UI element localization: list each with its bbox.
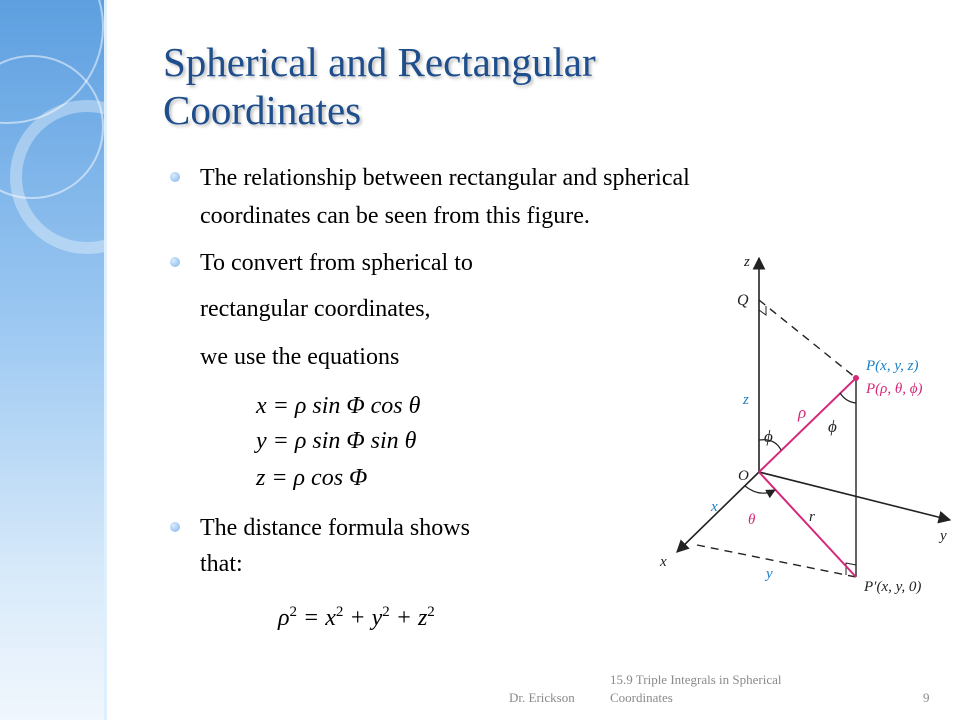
y-axis: [759, 472, 950, 520]
label-x-segment: x: [711, 499, 718, 515]
theta-arc: [745, 486, 775, 493]
bullet-dot-1: [170, 172, 180, 182]
label-y-segment: y: [766, 566, 773, 582]
dashed-Q-P: [759, 300, 856, 378]
r-segment: [759, 472, 856, 577]
bullet-1-line-2: coordinates can be seen from this figure.: [200, 203, 590, 229]
equation-x: x = ρ sin Φ cos θ: [256, 393, 421, 419]
x-axis: [677, 472, 759, 552]
bullet-dot-2: [170, 257, 180, 267]
title-line-1: Spherical and Rectangular: [163, 39, 596, 85]
label-Pprime: P′(x, y, 0): [864, 579, 922, 595]
bullet-2-line-3: we use the equations: [200, 344, 400, 370]
footer-page-number: 9: [923, 690, 930, 705]
label-axis-y: y: [940, 528, 947, 544]
distance-formula: [278, 598, 435, 633]
exp-rho: 2: [289, 604, 298, 620]
bullet-3-line-2: that:: [200, 551, 243, 577]
spherical-coordinates-figure: [640, 245, 960, 615]
label-theta: θ: [748, 512, 756, 528]
label-rho: ρ: [798, 403, 807, 422]
label-z-segment: z: [743, 392, 749, 408]
sidebar-edge: [104, 0, 107, 720]
label-O: O: [738, 468, 749, 484]
right-angle-Q: [759, 306, 766, 315]
slide-title: [163, 38, 923, 134]
label-phi-2: ϕ: [828, 417, 837, 436]
exp-x: 2: [335, 604, 344, 620]
footer-author: Dr. Erickson: [509, 690, 575, 705]
exp-y: 2: [382, 604, 390, 620]
equation-y: y = ρ sin Φ sin θ: [256, 428, 417, 454]
footer-section-line-1: 15.9 Triple Integrals in Spherical: [610, 672, 782, 687]
footer-section-line-2: Coordinates: [610, 690, 673, 705]
bullet-2-line-2: rectangular coordinates,: [200, 296, 431, 322]
point-P: [853, 375, 859, 381]
bullet-3-line-1: The distance formula shows: [200, 515, 470, 541]
label-axis-z: z: [744, 254, 750, 270]
dist-eq-x: = x: [297, 605, 336, 631]
title-line-2: Coordinates: [163, 87, 362, 133]
bullet-dot-3: [170, 522, 180, 532]
phi2-arc: [840, 393, 856, 403]
dist-plus-z: + z: [389, 605, 428, 631]
label-P-spherical: P(ρ, θ, ϕ): [866, 381, 923, 397]
exp-z: 2: [427, 604, 435, 620]
label-Q: Q: [737, 292, 749, 309]
label-r: r: [809, 509, 815, 525]
label-P-xyz: P(x, y, z): [866, 358, 919, 374]
footer-section: [610, 671, 782, 707]
label-axis-x: x: [660, 554, 667, 570]
dist-plus-y: + y: [343, 605, 383, 631]
rho-segment: [759, 378, 856, 472]
dist-rho: ρ: [278, 605, 290, 631]
bullet-2-line-1: To convert from spherical to: [200, 250, 473, 276]
bullet-1-line-1: The relationship between rectangular and spherical: [200, 165, 690, 191]
label-phi: ϕ: [764, 427, 773, 446]
decorative-sidebar: [0, 0, 107, 720]
equation-z: z = ρ cos Φ: [256, 465, 368, 491]
